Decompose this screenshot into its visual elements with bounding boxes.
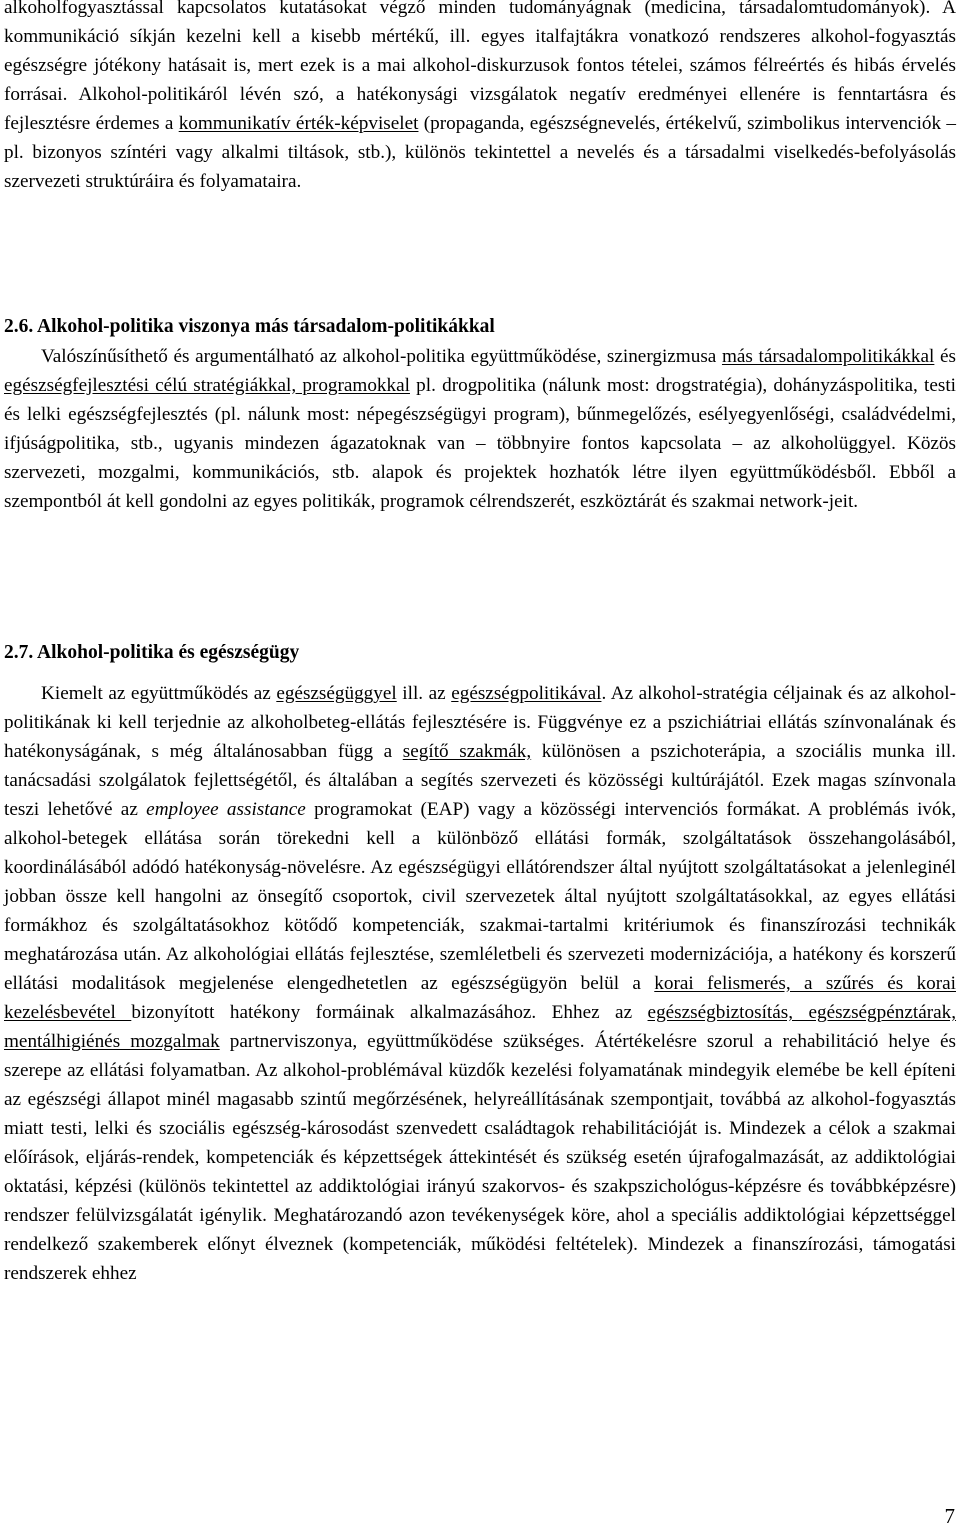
section-2-6-paragraph <box>4 342 956 516</box>
section-2-6-heading: 2.6. Alkohol-politika viszonya más társadalom-politikákkal <box>4 316 495 337</box>
s26-text-1: Valószínűsíthető és argumentálható az alkohol-politika együttműködése, szinergizmusa <box>41 346 722 367</box>
s27-text-5: programokat (EAP) vagy a közösségi intervenciós formákat. A problémás ivók, alkohol-betegek ellátása során törekedni kell a különböző ellátási formák, szolgáltatások összehangolásából, koordinálásából adódó hatékonyság-növelésre. Az egészségügyi ellátórendszer által nyújtott szolgáltatásokat a jelenleginél jobban össze kell hangolni az önsegítő csoportok, civil szervezetek által nyújtott szolgáltatásokkal, az egyes ellátási formákhoz és szolgáltatásokhoz kötődő kompetenciák, szakmai-tartalmi kritériumok és finanszírozási technikák meghatározása után. Az alkohológiai ellátás fejlesztése, szemléletbeli és szervezeti modernizációja, a hatékony és korszerű ellátási modalitások megjelenése elengedhetetlen az egészségügyön belül a <box>4 799 957 994</box>
intro-underline-1: kommunikatív érték-képviselet <box>178 113 419 134</box>
s27-underline-2: egészségpolitikával <box>451 683 602 704</box>
s27-underline-4: korai felismerés, a szűrés és korai kezelésbevétel <box>4 973 956 1023</box>
s26-text-3: pl. drogpolitika (nálunk most: drogstratégia), dohányzáspolitika, testi és lelki egészségfejlesztés (pl. nálunk most: népegészségügyi program), bűnmegelőzés, esélyegyenlőségi, családvédelmi, ifjúságpolitika, stb., ugyanis mindezen ágazatoknak van – többnyire fontos kapcsolata – az alkoholüggyel. Közös szervezeti, mozgalmi, kommunikációs, stb. alapok és projektek hozhatók létre ilyen együttműködésből. Ebből a szempontból át kell gondolni az egyes politikák, programok célrendszerét, eszköztárát és szakmai network-jeit. <box>4 375 956 512</box>
s27-italic-1: employee assistance <box>146 799 306 820</box>
s27-text-4: különösen a pszichoterápia, a szociális munka ill. tanácsadási szolgálatok fejlettségétől, és általában a segítés szervezeti és közösségi kultúrájától. Ezek magas színvonala teszi lehetővé az <box>4 741 956 820</box>
s27-text-2: ill. az <box>396 683 452 704</box>
s26-underline-2: egészségfejlesztési célú stratégiákkal, programokkal <box>4 375 410 396</box>
s27-text-7: partnerviszonya, együttműködése szükséges. Átértékelésre szorul a rehabilitáció helye és szerepe az ellátási folyamatban. Az alkohol-problémával küzdők kezelési folyamatának mindegyik elemébe be kell építeni az egészségi állapot minél magasabb szintű megőrzésének, helyreállításának szempontjait, továbbá az alkohol-fogyasztás miatt testi, lelki és szociális egészség-károsodást szenvedett családtagok rehabilitációját is. Mindezek a célok a szakmai előírások, eljárás-rendek, kompetenciák és képzettségek áttekintését és szükség esetén újrafogalmazását, az addiktológiai oktatási, képzési (különös tekintettel az addiktológiai irányú szakorvos- és szakpszichológus-képzésre és továbbképzésre) rendszer felülvizsgálatát igénylik. Meghatározandó azon tevékenységek köre, ahol a speciális addiktológiai képzettséggel rendelkező szakemberek előnyt élveznek (kompetenciák, működési feltételek). Mindezek a finanszírozási, támogatási rendszerek ehhez <box>4 1031 956 1284</box>
s27-text-1: Kiemelt az együttműködés az <box>41 683 277 704</box>
s26-text-2: és <box>934 346 957 367</box>
intro-text-1: alkoholfogyasztással kapcsolatos kutatásokat végző minden tudományágnak (medicina, társadalomtudományok). A kommunikáció síkján kezelni kell a kisebb mértékű, ill. egyes italfajtákra vonatkozó rendszeres alkohol-fogyasztás egészségre jótékony hatásait is, mert ezek is a mai alkohol-diskurzusok fontos tételei, számos félreértés és hibás érvelés forrásai. Alkohol-politikáról lévén szó, a hatékonysági vizsgálatok negatív eredményei ellenére is fenntartásra és fejlesztésre érdemes a <box>4 0 956 134</box>
s27-underline-5: egészségbiztosítás, egészségpénztárak, mentálhigiénés mozgalmak <box>4 1002 957 1052</box>
s27-underline-3: segítő szakmák, <box>402 741 532 762</box>
section-2-7-heading: 2.7. Alkohol-politika és egészségügy <box>4 642 300 663</box>
s27-text-3: . Az alkohol-stratégia céljainak és az alkohol-politikának ki kell terjednie az alkoholbeteg-ellátás fejlesztésére is. Függvénye ez a pszichiátriai ellátás színvonalának és hatékonyságának, s még általánosabban függ a <box>4 683 956 762</box>
s27-underline-1: egészségüggyel <box>276 683 397 704</box>
s26-underline-1: más társadalompolitikákkal <box>721 346 935 367</box>
s27-text-6: bizonyított hatékony formáinak alkalmazásához. Ehhez az <box>131 1002 648 1023</box>
page-number: 7 <box>944 1504 955 1528</box>
intro-paragraph <box>4 0 956 196</box>
intro-text-2: (propaganda, egészségnevelés, értékelvű, szimbolikus intervenciók – pl. bizonyos színtéri vagy alkalmi tiltások, stb.), különös tekintettel a nevelés és a társadalmi viselkedés-befolyásolás szervezeti struktúráira és folyamataira. <box>4 113 957 192</box>
section-2-7-paragraph <box>4 679 956 1288</box>
